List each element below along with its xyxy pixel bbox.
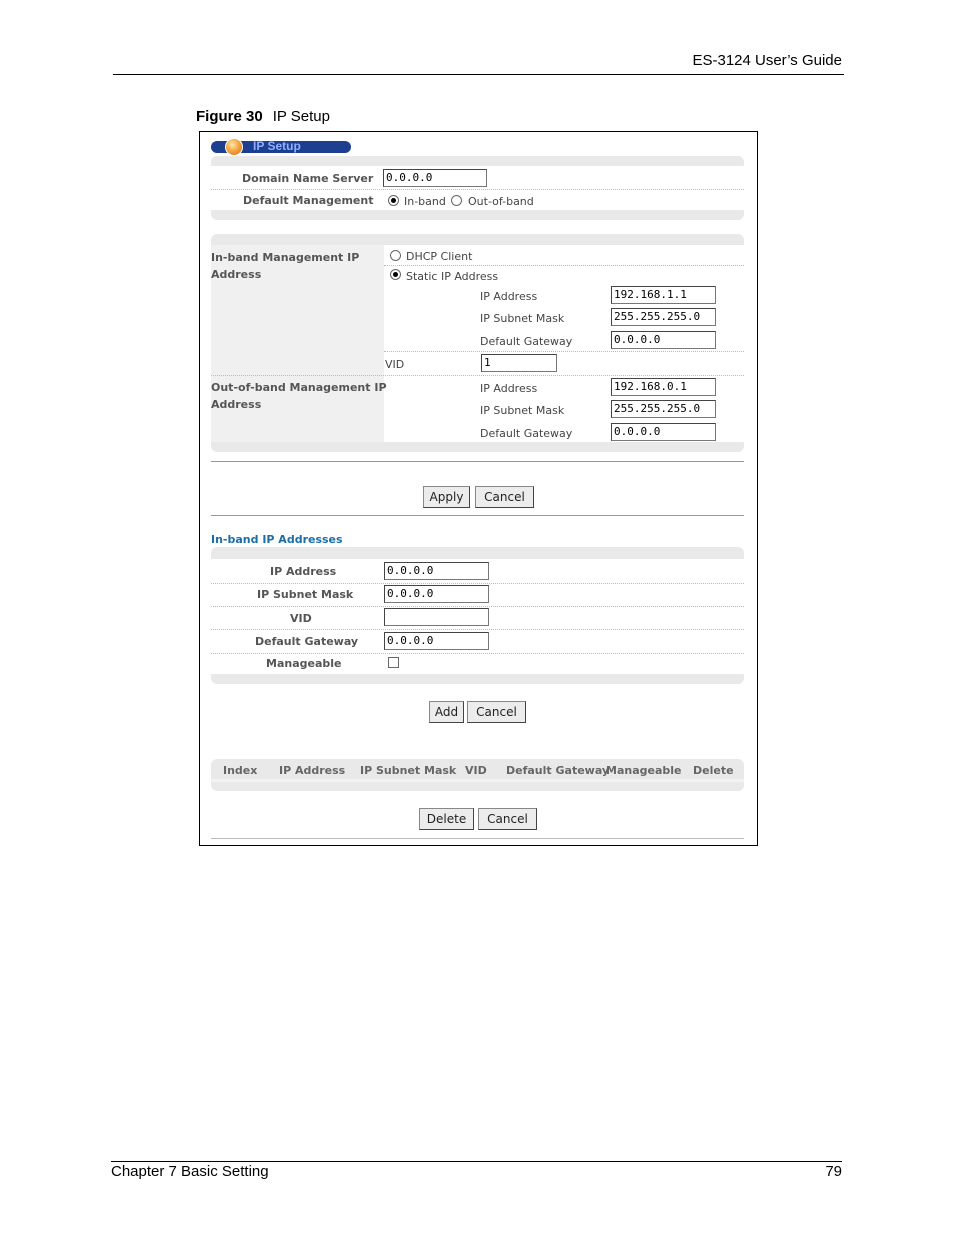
add-gateway-label: Default Gateway xyxy=(255,635,359,648)
add-ip-input[interactable]: 0.0.0.0 xyxy=(384,562,489,580)
manageable-label: Manageable xyxy=(266,657,342,670)
figure-title: IP Setup xyxy=(272,108,330,125)
oob-subnet-label: IP Subnet Mask xyxy=(480,404,565,417)
inband-subnet-input[interactable]: 255.255.255.0 xyxy=(611,308,716,326)
add-gateway-input[interactable]: 0.0.0.0 xyxy=(384,632,489,650)
page-header xyxy=(113,52,844,75)
table-header-vid: VID xyxy=(465,764,487,777)
table-header-delete: Delete xyxy=(693,764,734,777)
table-header-manageable: Manageable xyxy=(606,764,682,777)
table-header-ip: IP Address xyxy=(279,764,346,777)
figure-caption xyxy=(196,108,330,125)
inband-addresses-title: In-band IP Addresses xyxy=(211,533,343,546)
vid-label: VID xyxy=(385,358,405,371)
table-header-gateway: Default Gateway xyxy=(506,764,610,777)
inband-gateway-input[interactable]: 0.0.0.0 xyxy=(611,331,716,349)
default-management-label: Default Management xyxy=(243,194,374,207)
add-subnet-input[interactable]: 0.0.0.0 xyxy=(384,585,489,603)
vid-input[interactable]: 1 xyxy=(481,354,557,372)
dns-label: Domain Name Server xyxy=(242,172,374,185)
oob-subnet-input[interactable]: 255.255.255.0 xyxy=(611,400,716,418)
table-cancel-button[interactable]: Cancel xyxy=(478,808,537,830)
inband-gateway-label: Default Gateway xyxy=(480,335,573,348)
inband-mgmt-label: In-band Management IP Address xyxy=(211,251,360,281)
dns-input[interactable]: 0.0.0.0 xyxy=(383,169,487,187)
chapter-label: Chapter 7 Basic Setting xyxy=(111,1163,269,1180)
add-button[interactable]: Add xyxy=(429,701,464,723)
table-header-index: Index xyxy=(223,764,258,777)
page-footer xyxy=(111,1161,842,1185)
add-subnet-label: IP Subnet Mask xyxy=(257,588,354,601)
inband-ip-input[interactable]: 192.168.1.1 xyxy=(611,286,716,304)
delete-button[interactable]: Delete xyxy=(419,808,474,830)
oob-ip-label: IP Address xyxy=(480,382,538,395)
add-ip-label: IP Address xyxy=(270,565,337,578)
outofband-radio[interactable] xyxy=(451,195,462,206)
oob-ip-input[interactable]: 192.168.0.1 xyxy=(611,378,716,396)
oob-mgmt-label: Out-of-band Management IP Address xyxy=(211,381,387,411)
orb-icon xyxy=(225,138,243,156)
inband-ip-label: IP Address xyxy=(480,290,538,303)
screen-title: IP Setup xyxy=(253,139,301,153)
inband-radio[interactable] xyxy=(388,195,399,206)
outofband-option-label: Out-of-band xyxy=(468,195,534,208)
inband-option-label: In-band xyxy=(404,195,446,208)
guide-title: ES-3124 User’s Guide xyxy=(692,52,842,69)
page-number: 79 xyxy=(825,1163,842,1180)
inband-subnet-label: IP Subnet Mask xyxy=(480,312,565,325)
add-vid-input[interactable] xyxy=(384,608,489,626)
static-option-label: Static IP Address xyxy=(406,270,499,283)
cancel-button[interactable]: Cancel xyxy=(475,486,534,508)
screen-title-bar xyxy=(211,141,351,153)
dhcp-option-label: DHCP Client xyxy=(406,250,473,263)
add-cancel-button[interactable]: Cancel xyxy=(467,701,526,723)
apply-button[interactable]: Apply xyxy=(423,486,470,508)
oob-gateway-label: Default Gateway xyxy=(480,427,573,440)
add-vid-label: VID xyxy=(290,612,312,625)
figure-label: Figure 30 xyxy=(196,108,263,125)
dhcp-radio[interactable] xyxy=(390,250,401,261)
table-header-subnet: IP Subnet Mask xyxy=(360,764,457,777)
manageable-checkbox[interactable] xyxy=(388,657,399,668)
static-radio[interactable] xyxy=(390,269,401,280)
oob-gateway-input[interactable]: 0.0.0.0 xyxy=(611,423,716,441)
